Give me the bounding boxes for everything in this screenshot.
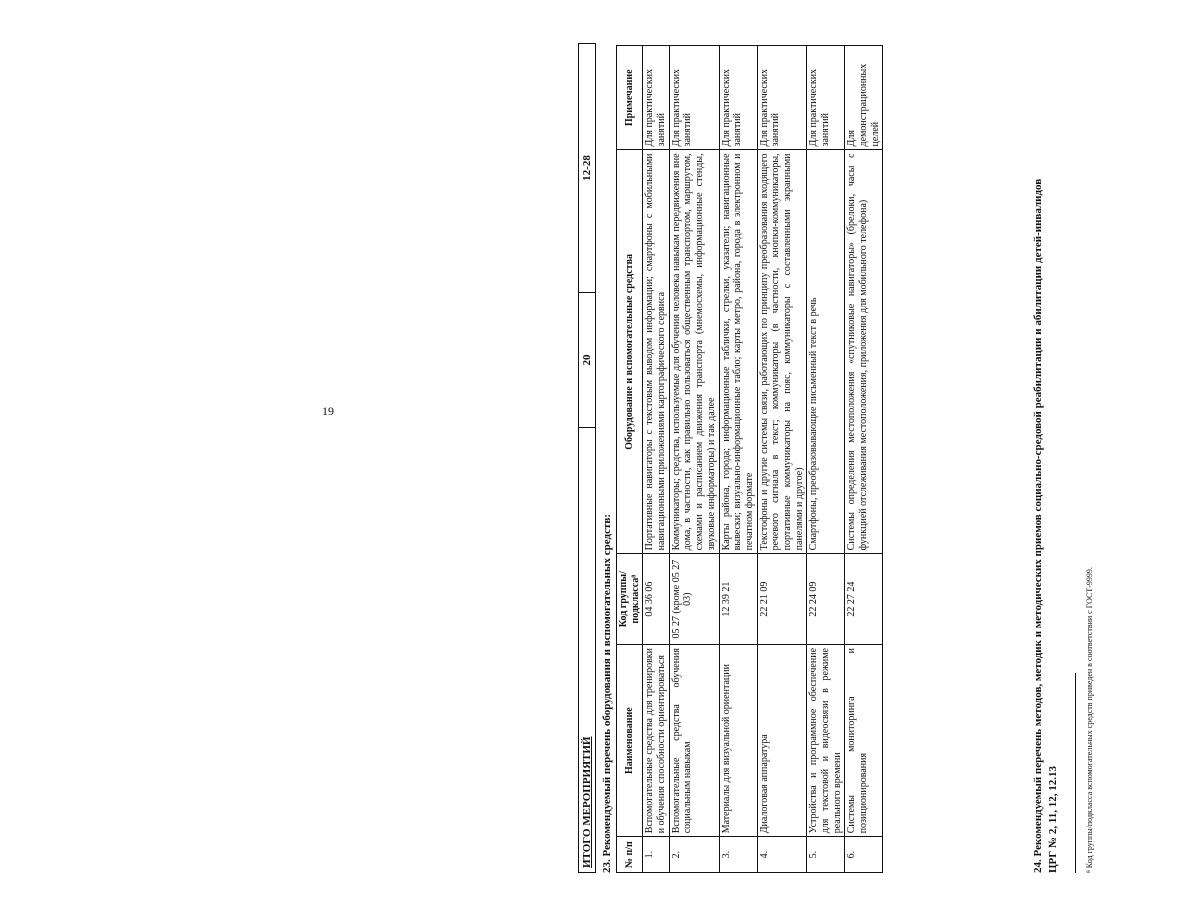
row-name: Диалоговая аппаратура (757, 644, 807, 836)
table-row (807, 46, 845, 873)
page-number: 19 (322, 404, 334, 418)
table-header-row (617, 46, 643, 873)
row-code: 22 21 09 (757, 554, 807, 645)
row-note: Для практических занятий (669, 46, 719, 150)
section-24-heading (1031, 45, 1061, 873)
row-num: 2. (669, 837, 719, 873)
header-num: № п/п (617, 837, 643, 873)
row-code: 05 27 (кроме 05 27 03) (669, 554, 719, 645)
header-name: Наименование (617, 644, 643, 836)
equipment-table (616, 45, 883, 873)
row-name: Системы мониторинга и позиционирования (845, 644, 883, 836)
row-note: Для практических занятий (719, 46, 757, 150)
section-23-title: 23. Рекомендуемый перечень оборудования и вспомогательных средств: (601, 514, 613, 873)
header-equipment: Оборудование и вспомогательные средства (617, 150, 643, 554)
row-num: 3. (719, 837, 757, 873)
table-row (845, 46, 883, 873)
section-24-subtitle: ЦРГ № 2, 11, 12, 12.13 (1046, 766, 1059, 873)
row-note: Для практических занятий (757, 46, 807, 150)
row-equipment: Системы определения местоположения «спутниковые навигаторы» (брелоки, часы с функцией отслеживания местоположения, приложения для мобильного телефона) (845, 150, 883, 554)
total-value-2: 12-28 (579, 44, 596, 293)
row-equipment: Коммуникаторы; средства, используемые для обучения человека навыкам передвижения вне дома, в частности, как правильно пользоваться общественным транспортом, маршрутом, схемами и расписанием движения транспорта (мнемосхемы, информационные стенды, звуковые информаторы) и так далее (669, 150, 719, 554)
row-code: 22 27 24 (845, 554, 883, 645)
total-value-1: 20 (579, 293, 596, 428)
row-num: 4. (757, 837, 807, 873)
table-row (643, 46, 669, 873)
row-equipment: Портативные навигаторы с текстовым выводом информации; смартфоны с мобильными навигационными приложениями картографического сервиса (643, 150, 669, 554)
header-note: Примечание (617, 46, 643, 150)
total-table (578, 43, 596, 873)
table-row (757, 46, 807, 873)
row-name: Вспомогательные средства для тренировки и обучения способности ориентироваться (643, 644, 669, 836)
row-code: 04 36 06 (643, 554, 669, 645)
row-name: Устройства и программное обеспечение для текстовой и видеосвязи в режиме реального времени (807, 644, 845, 836)
row-note: Для практических занятий (807, 46, 845, 150)
row-code: 12 39 21 (719, 554, 757, 645)
row-equipment: Текстофоны и другие системы связи, работающих по принципу преобразования входящего речевого сигнала в текст; коммуникаторы (в частности, кнопки-коммуникаторы, портативные коммуникаторы на пояс, коммуникаторы с составленными экранными панелями и другое) (757, 150, 807, 554)
row-num: 1. (643, 837, 669, 873)
row-name: Материалы для визуальной ориентации (719, 644, 757, 836)
row-name: Вспомогательные средства обучения социальным навыкам (669, 644, 719, 836)
table-row (669, 46, 719, 873)
row-num: 6. (845, 837, 883, 873)
document-page (578, 16, 1178, 876)
row-note: Для практических занятий (643, 46, 669, 150)
section-24-title: 24. Рекомендуемый перечень методов, методик и методических приемов социально-средовой реабилитации и абилитации детей-инвалидов (1032, 178, 1044, 873)
footnote-divider (1075, 673, 1076, 873)
table-row (719, 46, 757, 873)
row-num: 5. (807, 837, 845, 873)
footnote: ⁸ Код группы/подкласса вспомогательных средств приведен в соответствии с ГОСТ-9999. (1085, 567, 1094, 873)
row-equipment: Карты района, города; информационные таблички, стрелки, указатели; навигационные вывески; визуально-информационные табло; карты метро, района, города в электронном и печатном формате (719, 150, 757, 554)
row-note: Для демонстрационных целей (845, 46, 883, 150)
row-code: 22 24 09 (807, 554, 845, 645)
header-code: Код группы/ подкласса⁸ (617, 554, 643, 645)
row-equipment: Смартфоны, преобразовывающие письменный текст в речь (807, 150, 845, 554)
total-label: ИТОГО МЕРОПРИЯТИЙ (579, 428, 596, 873)
